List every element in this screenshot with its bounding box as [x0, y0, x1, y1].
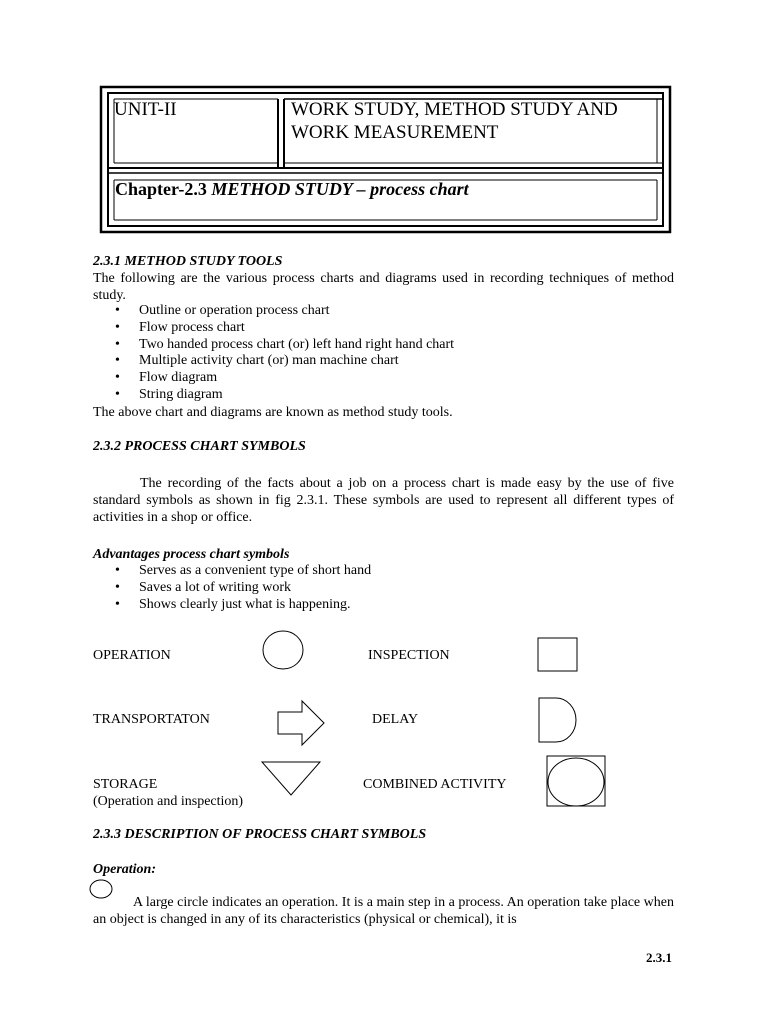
delay-d-shape-icon	[538, 697, 580, 745]
tools-closing: The above chart and diagrams are known as method study tools.	[93, 405, 453, 420]
list-item: • Saves a lot of writing work	[93, 580, 674, 597]
list-item: • Outline or operation process chart	[93, 303, 674, 320]
chapter-name: METHOD STUDY – process chart	[211, 179, 469, 199]
operation-description: A large circle indicates an operation. It is a main step in a process. An operation take place when an object is changed in any of its characteristics (physical or chemical), it is	[93, 895, 674, 927]
unit-title-line2: WORK MEASUREMENT	[291, 122, 499, 143]
tools-list	[93, 303, 674, 404]
transportation-label: TRANSPORTATON	[93, 712, 210, 727]
combined-note: (Operation and inspection)	[93, 794, 244, 809]
advantages-heading: Advantages process chart symbols	[93, 547, 290, 562]
list-item: • Multiple activity chart (or) man machine chart	[93, 353, 674, 370]
tools-intro: The following are the various process charts and diagrams used in recording techniques of method study.	[93, 271, 674, 303]
list-item: • Flow process chart	[93, 320, 674, 337]
unit-title-line1: WORK STUDY, METHOD STUDY AND	[291, 99, 618, 120]
storage-triangle-icon	[261, 761, 323, 797]
combined-activity-icon	[546, 755, 608, 809]
transportation-arrow-icon	[277, 700, 327, 746]
combined-activity-label: COMBINED ACTIVITY	[363, 777, 507, 792]
list-item: • Two handed process chart (or) left hand right hand chart	[93, 337, 674, 354]
list-item: • Flow diagram	[93, 370, 674, 387]
inspection-label: INSPECTION	[368, 648, 450, 663]
operation-circle-icon	[262, 630, 306, 670]
list-item: • Serves as a convenient type of short hand	[93, 563, 674, 580]
symbols-heading: 2.3.2 PROCESS CHART SYMBOLS	[93, 439, 306, 454]
operation-label: OPERATION	[93, 648, 171, 663]
storage-label: STORAGE	[93, 777, 158, 792]
inspection-square-icon	[537, 637, 579, 673]
advantages-list	[93, 563, 674, 613]
operation-subheading: Operation:	[93, 862, 156, 877]
list-item: • String diagram	[93, 387, 674, 404]
page-number: 2.3.1	[646, 950, 672, 965]
tools-heading: 2.3.1 METHOD STUDY TOOLS	[93, 254, 283, 269]
symbols-paragraph: The recording of the facts about a job on a process chart is made easy by the use of five standard symbols as shown in fig 2.3.1. These symbols are used to represent all different types of activities in a shop or office.	[93, 476, 674, 525]
delay-label: DELAY	[372, 712, 419, 727]
chapter-title	[115, 177, 469, 201]
description-heading: 2.3.3 DESCRIPTION OF PROCESS CHART SYMBOLS	[93, 827, 427, 842]
chapter-prefix: Chapter-2.3	[115, 179, 207, 199]
unit-label: UNIT-II	[114, 99, 177, 120]
list-item: • Shows clearly just what is happening.	[93, 597, 674, 614]
